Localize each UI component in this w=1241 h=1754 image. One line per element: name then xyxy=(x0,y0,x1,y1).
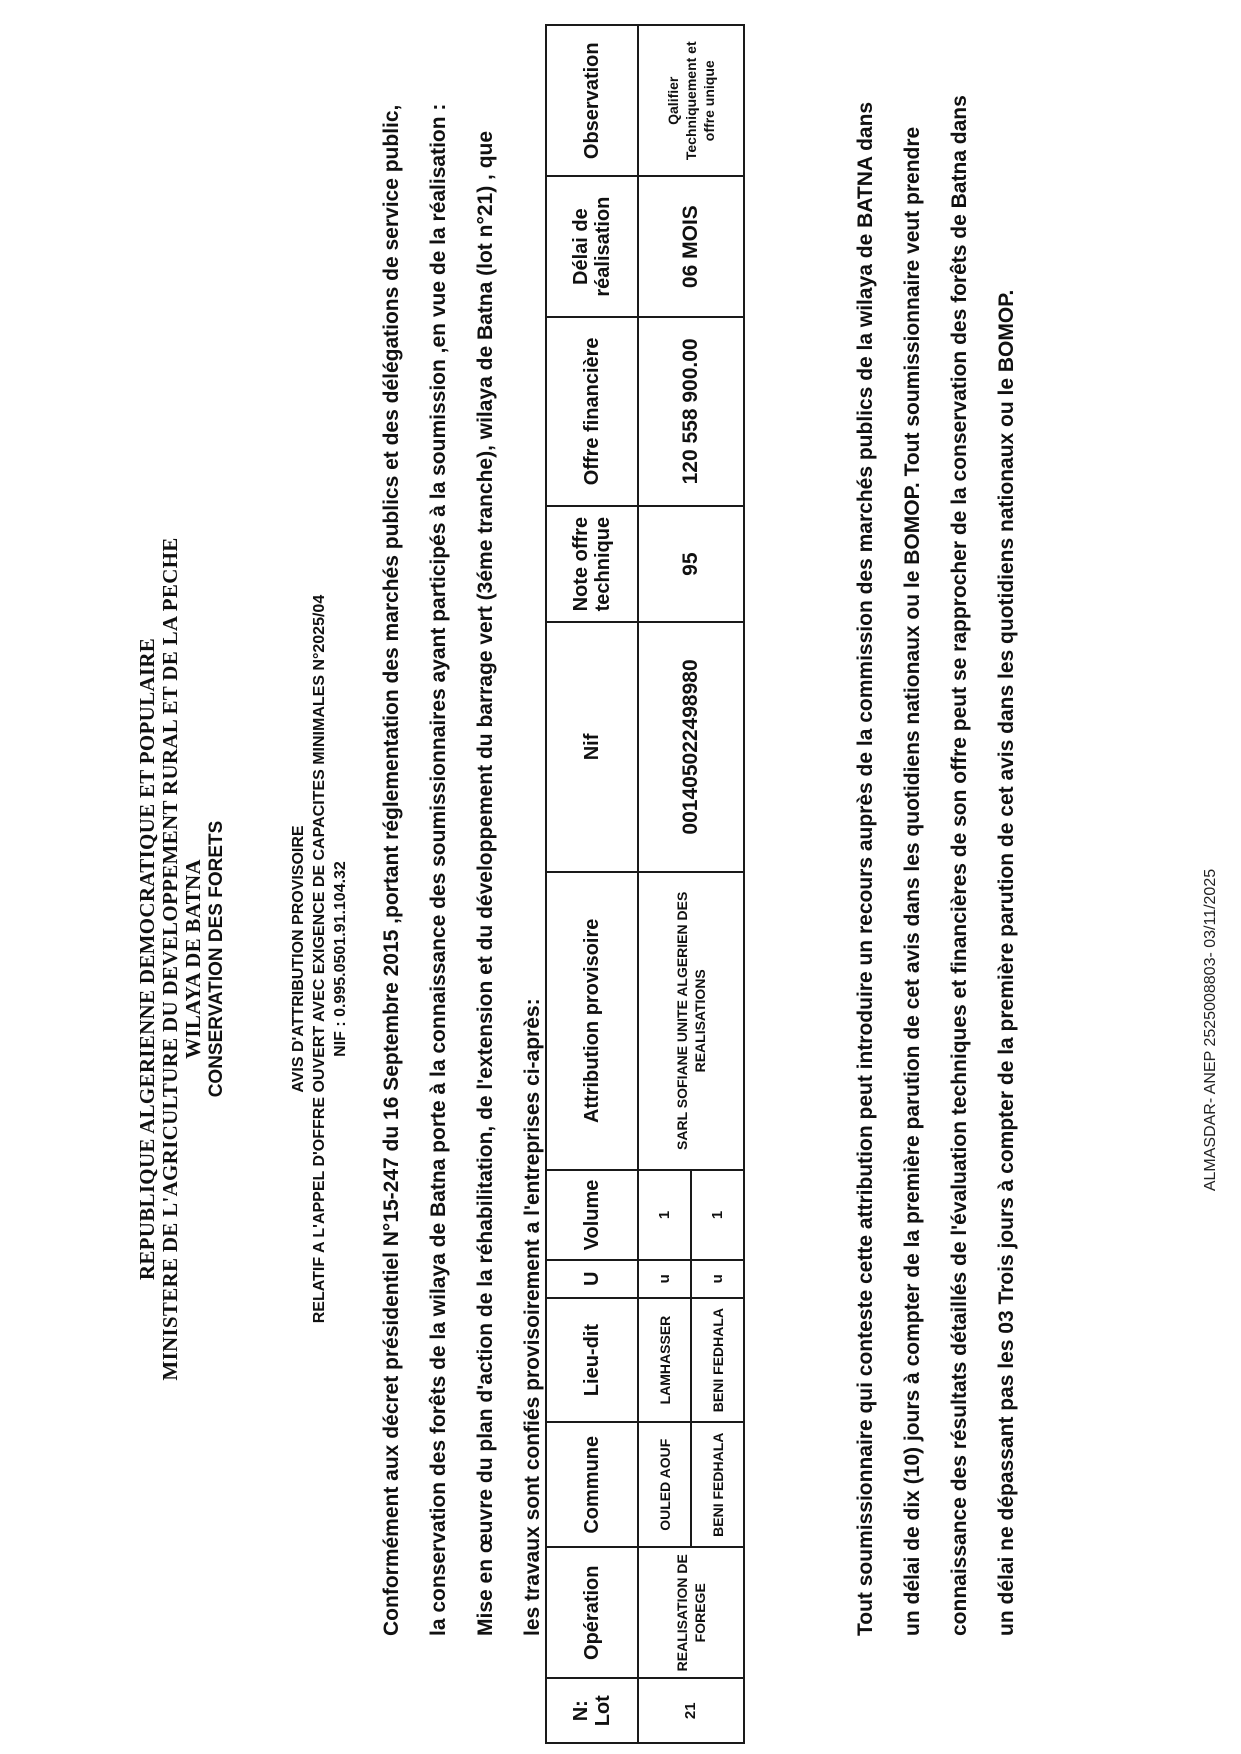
document-header xyxy=(136,164,228,1754)
col-header-offre-financiere: Offre financière xyxy=(546,317,638,506)
cell-commune: BENI FEDHALA xyxy=(691,1422,744,1547)
notice-title-block xyxy=(288,164,351,1754)
notice-title: AVIS D'ATTRIBUTION PROVISOIRE xyxy=(290,825,307,1093)
notice-line: un délai ne dépassant pas les 03 Trois jours à compter de la première parution de cet avis dans les quotidiens nationaux ou le BOMOP. xyxy=(995,289,1018,1636)
col-header-unit: U xyxy=(546,1260,638,1298)
header-republic: REPUBLIQUE ALGERIENNE DEMOCRATIQUE ET POPULAIRE xyxy=(135,637,159,1281)
col-header-volume: Volume xyxy=(546,1170,638,1260)
col-header-lieu-dit: Lieu-dit xyxy=(546,1298,638,1423)
intro-line: la conservation des forêts de la wilaya de Batna porte à la connaissance des soumissionnaires ayant participés à la soumission ,en vue de la réalisation : xyxy=(427,103,450,1636)
cell-volume: 1 xyxy=(638,1170,691,1260)
col-header-delai: Délai de réalisation xyxy=(546,176,638,316)
table-row xyxy=(638,25,691,1743)
cell-nif: 001405022498980 xyxy=(638,622,744,871)
attribution-table xyxy=(545,24,745,1744)
cell-offre-financiere: 120 558 900.00 xyxy=(638,317,744,506)
notice-nif: NIF : 0.995.0501.91.104.32 xyxy=(332,861,349,1057)
col-header-note-technique: Note offre technique xyxy=(546,506,638,622)
notice-subtitle: RELATIF A L'APPEL D'OFFRE OUVERT AVEC EXIGENCE DE CAPACITES MINIMALES N°2025/04 xyxy=(311,594,328,1324)
cell-volume: 1 xyxy=(691,1170,744,1260)
cell-unit: u xyxy=(638,1260,691,1298)
cell-lieu-dit: BENI FEDHALA xyxy=(691,1298,744,1423)
cell-unit: u xyxy=(691,1260,744,1298)
cell-attribution: SARL SOFIANE UNITE ALGERIEN DES REALISATIONS xyxy=(638,872,744,1170)
cell-note-technique: 95 xyxy=(638,506,744,622)
cell-lot: 21 xyxy=(638,1678,744,1743)
cell-operation: REALISATION DE FOREGE xyxy=(638,1547,744,1678)
table-header-row xyxy=(546,25,638,1743)
intro-line: Conformément aux décret présidentiel N°15-247 du 16 Septembre 2015 ,portant réglementation des marchés publics et des délégations de service public, xyxy=(380,104,403,1636)
recourse-paragraph xyxy=(842,16,1030,1636)
col-header-lot: N: Lot xyxy=(546,1678,638,1743)
intro-paragraph xyxy=(368,16,556,1636)
header-wilaya: WILAYA DE BATNA xyxy=(181,859,205,1059)
col-header-nif: Nif xyxy=(546,622,638,871)
notice-line: Tout soumissionnaire qui conteste cette attribution peut introduire un recours auprès de la commission des marchés publics de la wilaya de BATNA dans xyxy=(854,101,877,1636)
col-header-operation: Opération xyxy=(546,1547,638,1678)
intro-line: les travaux sont confiés provisoirement a l'entreprises ci-après: xyxy=(521,998,544,1636)
cell-commune: OULED AOUF xyxy=(638,1422,691,1547)
cell-delai: 06 MOIS xyxy=(638,176,744,316)
intro-line: Mise en œuvre du plan d'action de la réhabilitation, de l'extension et du développement du barrage vert (3éme tranche), wilaya de Batna (lot n°21) , que xyxy=(474,130,497,1636)
header-conservation: CONSERVATION DES FORETS xyxy=(206,820,227,1098)
col-header-attribution: Attribution provisoire xyxy=(546,872,638,1170)
notice-line: un délai de dix (10) jours à compter de la première parution de cet avis dans les quotidiens nationaux ou le BOMOP. Tout soumissionnaire veut prendre xyxy=(901,126,924,1636)
publication-reference: ALMASDAR- ANEP 2525008803- 03/11/2025 xyxy=(1202,868,1219,1192)
header-ministry: MINISTERE DE L'AGRICULTURE DU DEVELOPPEMENT RURAL ET DE LA PECHE xyxy=(158,537,182,1381)
notice-line: connaissance des résultats détaillés de l'évaluation techniques et financières de son offre peut se rapprocher de la conservation des forêts de Batna dans xyxy=(948,95,971,1636)
col-header-commune: Commune xyxy=(546,1422,638,1547)
col-header-observation: Observation xyxy=(546,25,638,176)
cell-observation: Qalifier Techniquement et offre unique xyxy=(638,25,744,176)
cell-lieu-dit: LAMHASSER xyxy=(638,1298,691,1423)
